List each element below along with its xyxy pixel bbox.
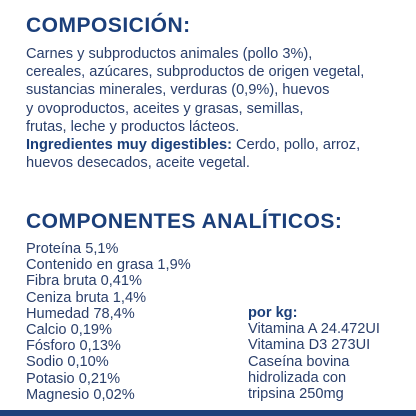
analytical-components-heading: COMPONENTES ANALÍTICOS: bbox=[26, 210, 343, 233]
list-item: Sodio 0,10% bbox=[26, 354, 109, 371]
list-item: Fósforo 0,13% bbox=[26, 338, 121, 355]
composition-line: y ovoproductos, aceites y grasas, semillas, bbox=[26, 100, 304, 117]
per-kg-line: Vitamina D3 273UI bbox=[248, 337, 371, 354]
list-item: Proteína 5,1% bbox=[26, 241, 119, 257]
list-item: Potasio 0,21% bbox=[26, 370, 121, 387]
list-item: Contenido en grasa 1,9% bbox=[26, 257, 191, 274]
composition-line: cereales, azúcares, subproductos de origen vegetal, bbox=[26, 64, 365, 81]
per-kg-title: por kg: bbox=[248, 305, 298, 321]
bottom-accent-bar bbox=[0, 410, 416, 416]
per-kg-line: hidrolizada con bbox=[248, 369, 347, 386]
per-kg-line: tripsina 250mg bbox=[248, 386, 344, 403]
list-item: Humedad 78,4% bbox=[26, 305, 135, 322]
digestible-ingredients-label: Ingredientes muy digestibles: bbox=[26, 137, 232, 154]
list-item: Magnesio 0,02% bbox=[26, 386, 135, 403]
composition-text bbox=[26, 45, 411, 172]
composition-line: frutas, leche y productos lácteos. bbox=[26, 118, 240, 135]
list-item: Ceniza bruta 1,4% bbox=[26, 289, 147, 306]
per-kg-line: Caseína bovina bbox=[248, 353, 350, 370]
digestible-ingredients-text: Cerdo, pollo, arroz, bbox=[231, 137, 361, 154]
list-item: Fibra bruta 0,41% bbox=[26, 273, 143, 290]
per-kg-line: Vitamina A 24.472UI bbox=[248, 321, 380, 338]
composition-heading: COMPOSICIÓN: bbox=[26, 14, 191, 37]
analytical-components-list bbox=[26, 241, 191, 403]
composition-line: sustancias minerales, verduras (0,9%), huevos bbox=[26, 82, 330, 99]
digestible-ingredients-line-2: huevos desecados, aceite vegetal. bbox=[26, 155, 250, 172]
per-kg-block bbox=[248, 305, 380, 402]
composition-line: Carnes y subproductos animales (pollo 3%), bbox=[26, 46, 313, 62]
digestible-ingredients-line bbox=[26, 136, 411, 154]
list-item: Calcio 0,19% bbox=[26, 322, 112, 339]
